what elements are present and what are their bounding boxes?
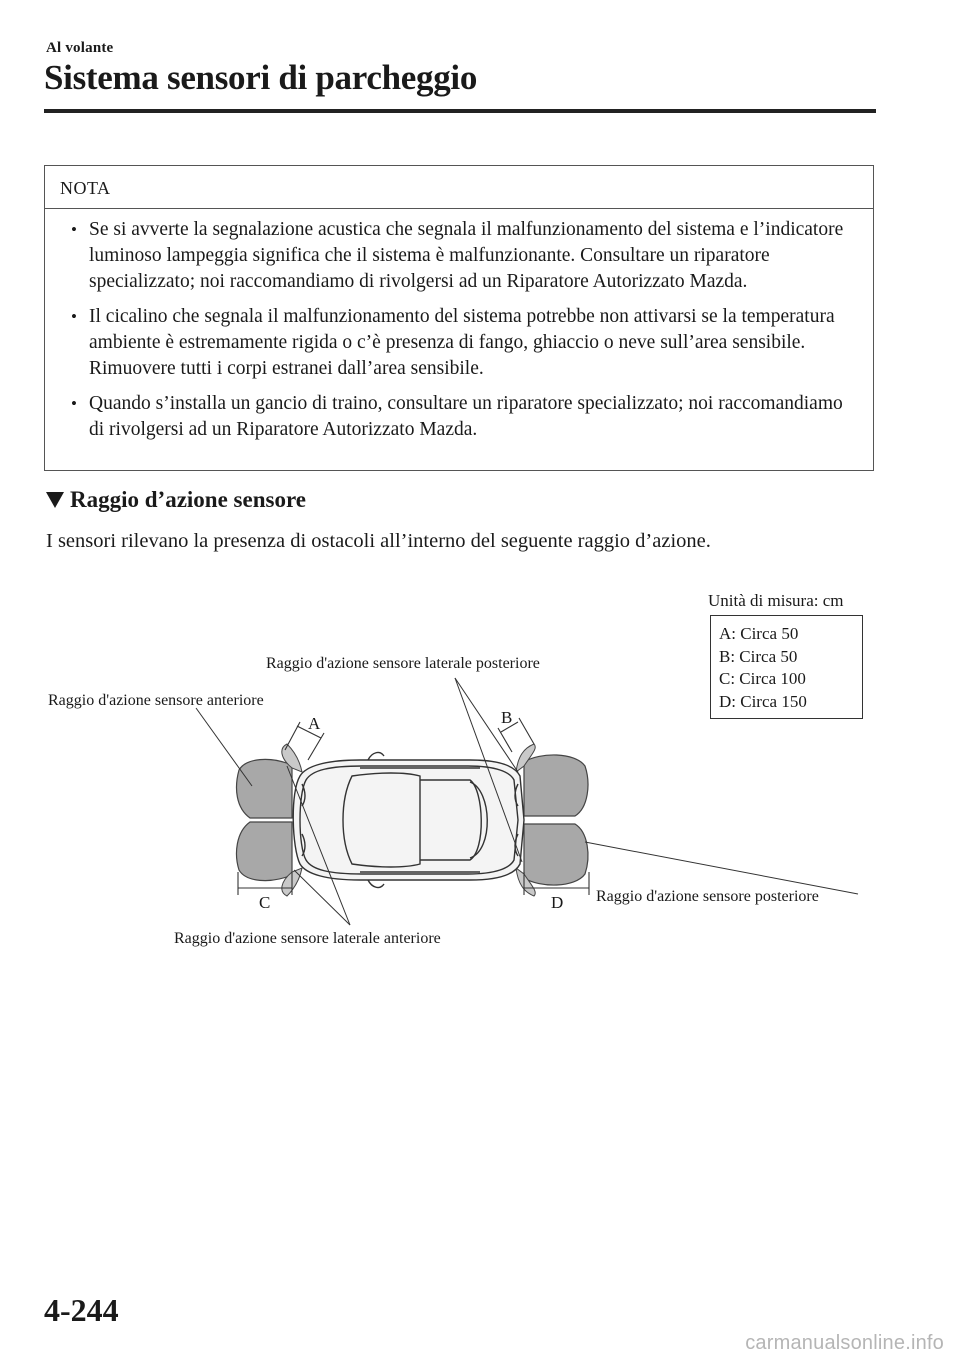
- note-item-text: Se si avverte la segnalazione acustica che segnala il malfunzionamento del sistema e l’indicatore luminoso lampeggia significa che il sistema è malfunzionante. Consultare un riparatore specializzato; noi raccomandiamo di rivolgersi ad un Riparatore Autorizzato Mazda.: [89, 219, 844, 292]
- note-item: [71, 304, 853, 382]
- note-heading: NOTA: [45, 166, 873, 209]
- label-b: B: [501, 708, 513, 727]
- section-kicker: Al volante: [46, 40, 114, 56]
- callout-rear-side: Raggio d'azione sensore laterale posteriore: [266, 655, 540, 672]
- title-rule: [44, 109, 876, 113]
- legend-item-a: A: Circa 50: [719, 624, 799, 643]
- legend-item-b: B: Circa 50: [719, 646, 798, 666]
- bullet-icon: •: [71, 220, 77, 239]
- page-title: Sistema sensori di parcheggio: [44, 58, 478, 97]
- rear-sensor-zones: [516, 744, 588, 896]
- note-item: [71, 391, 853, 443]
- bullet-icon: •: [71, 394, 77, 413]
- note-item-text: Quando s’installa un gancio di traino, consultare un riparatore specializzato; noi raccomandiamo di rivolgersi ad un Riparatore Autorizzato Mazda.: [89, 393, 843, 440]
- legend-item-d: D: Circa 150: [719, 691, 807, 711]
- rear-left-lobe: [524, 755, 588, 816]
- note-box: [44, 165, 874, 471]
- section-heading-text: Raggio d’azione sensore: [70, 487, 306, 512]
- section-heading: [46, 487, 306, 513]
- note-item-text: Il cicalino che segnala il malfunzionamento del sistema potrebbe non attivarsi se la temperatura ambiente è estremamente rigida o c’è presenza di fango, ghiaccio o neve sull’area sensibile. Rimuovere tutti i corpi estranei dall’area sensibile.: [89, 306, 835, 379]
- front-right-lobe: [237, 822, 292, 881]
- legend-box: [710, 615, 863, 719]
- rear-right-lobe: [524, 824, 588, 885]
- bullet-icon: •: [71, 307, 77, 326]
- label-a: A: [308, 714, 321, 733]
- front-left-lobe: [237, 759, 292, 818]
- callout-front-side: Raggio d'azione sensore laterale anteriore: [174, 930, 441, 947]
- note-list: [45, 209, 873, 443]
- section-intro: I sensori rilevano la presenza di ostacoli all’interno del seguente raggio d’azione.: [46, 530, 711, 552]
- unit-label: Unità di misura: cm: [708, 591, 844, 610]
- watermark: carmanualsonline.info: [745, 1332, 944, 1354]
- triangle-down-icon: [46, 492, 64, 508]
- callout-front: Raggio d'azione sensore anteriore: [48, 692, 264, 709]
- legend-item-c: C: Circa 100: [719, 669, 806, 688]
- label-c: C: [259, 893, 271, 912]
- label-d: D: [551, 893, 564, 912]
- note-item: [71, 217, 853, 295]
- page-number: 4-244: [44, 1292, 119, 1328]
- callout-rear: Raggio d'azione sensore posteriore: [596, 888, 819, 905]
